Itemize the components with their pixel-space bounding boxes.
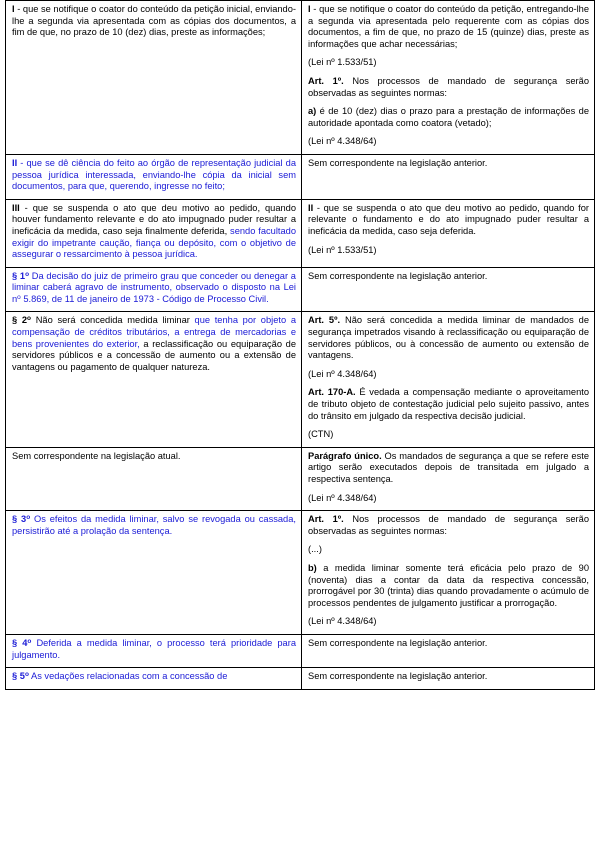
current-law-cell: [6, 447, 302, 510]
text-segment: Os mandados de segurança a que se refere este artigo serão executados depois de transitada em julgado a respectiva sentença.: [308, 450, 589, 484]
paragraph: [308, 429, 589, 441]
paragraph: [308, 638, 589, 650]
text-segment: É vedada a compensação mediante o aproveitamento de tributo objeto de contestação judicial pelo sujeito passivo, antes do trânsito em julgado da respectiva decisão judicial.: [308, 387, 590, 421]
paragraph: [12, 638, 296, 661]
comparison-body: [6, 1, 595, 690]
comparison-table: [5, 0, 595, 690]
article-label: § 5: [12, 671, 25, 682]
paragraph: [308, 315, 589, 361]
paragraph: [308, 563, 589, 609]
text-segment: Sem correspondente na legislação atual.: [12, 450, 181, 461]
paragraph: [12, 315, 296, 373]
table-row: [6, 199, 595, 267]
previous-law-cell: [302, 1, 595, 155]
text-segment: Da decisão do juiz de primeiro grau que conceder ou denegar a liminar caberá agravo de instrumento, observado o disposto na Lei n: [12, 270, 296, 304]
ordinal-mark: o: [17, 293, 21, 301]
current-law-cell: [6, 267, 302, 312]
previous-law-cell: [302, 511, 595, 635]
text-segment: Sem correspondente na legislação anterior.: [308, 157, 488, 168]
text-segment: (Lei nº 1.533/51): [308, 57, 377, 68]
current-law-cell: [6, 1, 302, 155]
text-segment: Não será concedida medida liminar: [31, 315, 190, 326]
table-row: [6, 668, 595, 690]
text-segment: é de 10 (dez) dias o prazo para a prestação de informações de autoridade apontada como coatora (vetado);: [308, 106, 589, 128]
text-segment: (Lei nº 4.348/64): [308, 368, 377, 379]
table-row: [6, 267, 595, 312]
text-segment: Os efeitos da medida liminar, salvo se revogada ou cassada, persistirão até a prolação da sentença.: [12, 514, 296, 536]
table-row: [6, 1, 595, 155]
paragraph: [308, 616, 589, 628]
previous-law-cell: [302, 447, 595, 510]
previous-law-cell: [302, 668, 595, 690]
text-segment: - que se suspenda o ato que deu motivo ao pedido, quando for relevante o fundamento e do ato impugnado puder resultar a ineficácia da medida, caso seja deferida.: [308, 202, 589, 236]
text-segment: 5.869, de 11 de janeiro de 1973 - Código de Processo Civil.: [20, 293, 269, 304]
previous-law-cell: [302, 634, 595, 667]
article-label: I: [12, 4, 15, 14]
article-label: a): [308, 106, 317, 117]
current-law-cell: [6, 199, 302, 267]
paragraph: [12, 271, 296, 306]
article-label: § 4: [12, 637, 28, 648]
article-label: Parágrafo único.: [308, 450, 382, 461]
text-segment: Nos processos de mandado de segurança serão observadas as seguintes normas:: [308, 75, 589, 98]
paragraph: [12, 671, 296, 683]
paragraph: [308, 514, 589, 537]
text-segment: a reclassificação ou equiparação de servidores públicos e a concessão de aumento ou a extensão de vantagens ou pagamento de qualquer natureza.: [12, 338, 296, 372]
text-segment: Sem correspondente na legislação anterior.: [308, 637, 488, 648]
previous-law-cell: [302, 154, 595, 199]
text-segment: que tenha por objeto a compensação de créditos tributários, a entrega de mercadorias e bens provenientes do exterior,: [12, 315, 296, 349]
ordinal-mark: o: [24, 671, 29, 679]
current-law-cell: [6, 511, 302, 635]
text-segment: Nos processos de mandado de segurança serão observadas as seguintes normas:: [308, 514, 589, 536]
table-row: [6, 154, 595, 199]
text-segment: - que se notifique o coator do conteúdo da petição inicial, enviando-lhe a segunda via apresentada com as cópias dos documentos, a fim de que, no prazo de 10 (dez) dias, preste as informações;: [12, 4, 296, 38]
table-row: [6, 312, 595, 447]
paragraph: [308, 493, 589, 505]
text-segment: sendo facultado exigir do impetrante caução, fiança ou depósito, com o objetivo de assegurar o ressarcimento à pessoa jurídica.: [12, 225, 296, 260]
article-label: Art. 1º.: [308, 514, 344, 525]
ordinal-mark: o: [25, 270, 30, 278]
text-segment: (Lei nº 4.348/64): [308, 136, 377, 147]
text-segment: (Lei nº 1.533/51): [308, 244, 377, 255]
paragraph: [308, 671, 589, 683]
table-row: [6, 447, 595, 510]
paragraph: [12, 451, 296, 463]
table-row: [6, 511, 595, 635]
current-law-cell: [6, 634, 302, 667]
paragraph: [12, 158, 296, 193]
article-label: II: [12, 157, 18, 168]
article-label: § 2: [12, 315, 28, 326]
paragraph: [308, 4, 589, 50]
ordinal-mark: o: [26, 514, 31, 522]
paragraph: [308, 158, 589, 170]
paragraph: [308, 76, 589, 99]
current-law-cell: [6, 312, 302, 447]
paragraph: [308, 136, 589, 148]
article-label: § 1: [12, 270, 26, 281]
article-label: III: [12, 202, 20, 213]
ordinal-mark: o: [27, 315, 32, 323]
previous-law-cell: [302, 312, 595, 447]
text-segment: - que se dê ciência do feito ao órgão de representação judicial da pessoa jurídica interessada, enviando-lhe cópia da inicial sem documentos, para que, querendo, ingresse no feito;: [12, 157, 296, 192]
article-label: I: [308, 4, 311, 14]
article-label: § 3: [12, 514, 27, 525]
article-label: b): [308, 562, 317, 573]
paragraph: [308, 106, 589, 129]
paragraph: [308, 203, 589, 238]
current-law-cell: [6, 668, 302, 690]
paragraph: [12, 203, 296, 261]
text-segment: Não será concedida a medida liminar de mandados de segurança impetrados visando à reclassificação ou equiparação de servidores públicos, ou à concessão de aumento ou extensão de vantagens.: [308, 315, 589, 361]
text-segment: (CTN): [308, 429, 334, 440]
text-segment: Sem correspondente na legislação anterior.: [308, 671, 488, 682]
article-label: II: [308, 202, 314, 213]
paragraph: [308, 369, 589, 381]
text-segment: As vedações relacionadas com a concessão de: [28, 671, 228, 682]
table-row: [6, 634, 595, 667]
paragraph: [12, 514, 296, 537]
text-segment: - que se suspenda o ato que deu motivo ao pedido, quando houver fundamento relevante e do ato impugnado puder resultar a ineficácia da medida, caso seja finalmente deferida,: [12, 202, 296, 236]
paragraph: [308, 451, 589, 486]
current-law-cell: [6, 154, 302, 199]
text-segment: (...): [308, 544, 322, 555]
paragraph: [308, 57, 589, 69]
ordinal-mark: o: [27, 637, 32, 645]
previous-law-cell: [302, 267, 595, 312]
paragraph: [12, 4, 296, 39]
paragraph: [308, 245, 589, 257]
article-label: Art. 5º.: [308, 315, 341, 326]
previous-law-cell: [302, 199, 595, 267]
article-label: Art. 170-A.: [308, 387, 356, 398]
paragraph: [308, 544, 589, 556]
paragraph: [308, 387, 589, 422]
article-label: Art. 1º.: [308, 75, 344, 86]
text-segment: Sem correspondente na legislação anterior.: [308, 270, 488, 281]
text-segment: (Lei nº 4.348/64): [308, 492, 377, 503]
text-segment: (Lei nº 4.348/64): [308, 616, 377, 627]
text-segment: Deferida a medida liminar, o processo terá prioridade para julgamento.: [12, 637, 296, 660]
text-segment: a medida liminar somente terá eficácia pelo prazo de 90 (noventa) dias a contar da data da respectiva concessão, prorrogável por 30 (trinta) dias quando provadamente o acúmulo de processos pendentes de julgamento justificar a prorrogação.: [308, 562, 589, 608]
text-segment: - que se notifique o coator do conteúdo da petição, entregando-lhe a segunda via apresentada pelo requerente com as cópias dos documentos, a fim de que, no prazo de 15 (quinze) dias, preste as informações que achar necessárias;: [308, 4, 589, 49]
paragraph: [308, 271, 589, 283]
